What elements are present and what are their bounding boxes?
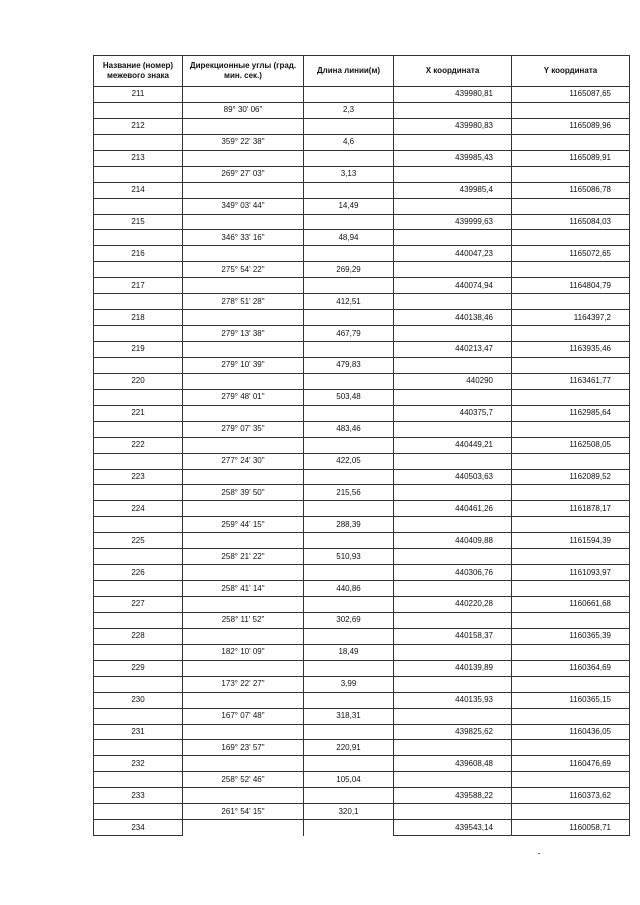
- point-name: 221: [94, 405, 183, 421]
- x-coordinate: 440375,7: [394, 405, 512, 421]
- empty-cell: [94, 549, 183, 565]
- empty-cell: [304, 533, 394, 549]
- empty-cell: [304, 692, 394, 708]
- empty-cell: [183, 756, 304, 772]
- point-name: 214: [94, 182, 183, 198]
- empty-cell: [94, 644, 183, 660]
- empty-cell: [394, 549, 512, 565]
- empty-cell: [304, 182, 394, 198]
- empty-cell: [183, 118, 304, 134]
- y-coordinate: 1165084,03: [512, 214, 630, 230]
- table-row: [94, 708, 630, 724]
- y-coordinate: 1160364,69: [512, 660, 630, 676]
- line-length: 105,04: [304, 772, 394, 788]
- empty-cell: [304, 405, 394, 421]
- line-length: 3,13: [304, 166, 394, 182]
- line-length: 3,99: [304, 676, 394, 692]
- point-name: 234: [94, 820, 183, 836]
- empty-cell: [394, 230, 512, 246]
- direction-angle: 279° 07' 35": [183, 421, 304, 437]
- header-y: Y координата: [512, 56, 630, 87]
- table-body: [94, 87, 630, 836]
- empty-cell: [94, 676, 183, 692]
- empty-cell: [394, 134, 512, 150]
- table-row: [94, 182, 630, 198]
- y-coordinate: 1162508,05: [512, 437, 630, 453]
- point-name: 217: [94, 278, 183, 294]
- line-length: 2,3: [304, 102, 394, 118]
- empty-cell: [94, 612, 183, 628]
- empty-cell: [512, 581, 630, 597]
- empty-cell: [512, 517, 630, 533]
- y-coordinate: 1165089,96: [512, 118, 630, 134]
- empty-cell: [183, 437, 304, 453]
- table-row: [94, 628, 630, 644]
- empty-cell: [94, 740, 183, 756]
- empty-cell: [183, 342, 304, 358]
- empty-cell: [512, 357, 630, 373]
- empty-cell: [512, 134, 630, 150]
- empty-cell: [304, 660, 394, 676]
- y-coordinate: 1161093,97: [512, 565, 630, 581]
- x-coordinate: 440449,21: [394, 437, 512, 453]
- empty-cell: [94, 230, 183, 246]
- x-coordinate: 439588,22: [394, 788, 512, 804]
- y-coordinate: 1163461,77: [512, 373, 630, 389]
- table-row: [94, 310, 630, 326]
- table-row: [94, 612, 630, 628]
- empty-cell: [94, 326, 183, 342]
- empty-cell: [94, 102, 183, 118]
- empty-cell: [304, 565, 394, 581]
- point-name: 212: [94, 118, 183, 134]
- empty-cell: [94, 517, 183, 533]
- y-coordinate: 1161594,39: [512, 533, 630, 549]
- direction-angle: 279° 48' 01": [183, 389, 304, 405]
- empty-cell: [183, 469, 304, 485]
- empty-cell: [304, 437, 394, 453]
- empty-cell: [183, 278, 304, 294]
- x-coordinate: 440158,37: [394, 628, 512, 644]
- empty-cell: [512, 740, 630, 756]
- point-name: 223: [94, 469, 183, 485]
- scan-speck: [538, 853, 540, 854]
- direction-angle: 259° 44' 15": [183, 517, 304, 533]
- table-row: [94, 581, 630, 597]
- direction-angle: 258° 21' 22": [183, 549, 304, 565]
- x-coordinate: 440461,26: [394, 501, 512, 517]
- point-name: 229: [94, 660, 183, 676]
- empty-cell: [183, 533, 304, 549]
- empty-cell: [183, 150, 304, 166]
- table-row: [94, 214, 630, 230]
- table-row: [94, 644, 630, 660]
- line-length: 412,51: [304, 294, 394, 310]
- table-row: [94, 326, 630, 342]
- empty-cell: [512, 453, 630, 469]
- header-x: X координата: [394, 56, 512, 87]
- empty-cell: [304, 310, 394, 326]
- table-row: [94, 676, 630, 692]
- y-coordinate: 1165072,65: [512, 246, 630, 262]
- table-row: [94, 724, 630, 740]
- x-coordinate: 440290: [394, 373, 512, 389]
- empty-cell: [394, 517, 512, 533]
- empty-cell: [183, 628, 304, 644]
- empty-cell: [94, 357, 183, 373]
- table-row: [94, 230, 630, 246]
- empty-cell: [394, 453, 512, 469]
- point-name: 222: [94, 437, 183, 453]
- table-row: [94, 772, 630, 788]
- y-coordinate: 1160365,15: [512, 692, 630, 708]
- empty-cell: [183, 660, 304, 676]
- table-header-row: [94, 56, 630, 87]
- x-coordinate: 440213,47: [394, 342, 512, 358]
- empty-cell: [394, 294, 512, 310]
- direction-angle: 167° 07' 48": [183, 708, 304, 724]
- empty-cell: [304, 246, 394, 262]
- empty-cell: [183, 788, 304, 804]
- empty-cell: [94, 421, 183, 437]
- direction-angle: 182° 10' 09": [183, 644, 304, 660]
- empty-cell: [183, 820, 304, 836]
- direction-angle: 277° 24' 30": [183, 453, 304, 469]
- direction-angle: 359° 22' 38": [183, 134, 304, 150]
- direction-angle: 258° 11' 52": [183, 612, 304, 628]
- table-row: [94, 134, 630, 150]
- empty-cell: [512, 294, 630, 310]
- x-coordinate: 440306,76: [394, 565, 512, 581]
- table-row: [94, 565, 630, 581]
- table-row: [94, 692, 630, 708]
- empty-cell: [394, 772, 512, 788]
- empty-cell: [183, 87, 304, 103]
- y-coordinate: 1160436,05: [512, 724, 630, 740]
- y-coordinate: 1164804,79: [512, 278, 630, 294]
- empty-cell: [183, 565, 304, 581]
- y-coordinate: 1161878,17: [512, 501, 630, 517]
- table-row: [94, 597, 630, 613]
- line-length: 467,79: [304, 326, 394, 342]
- x-coordinate: 440138,46: [394, 310, 512, 326]
- table-row: [94, 501, 630, 517]
- table-row: [94, 357, 630, 373]
- empty-cell: [94, 804, 183, 820]
- empty-cell: [304, 788, 394, 804]
- x-coordinate: 440047,23: [394, 246, 512, 262]
- line-length: 288,39: [304, 517, 394, 533]
- empty-cell: [394, 421, 512, 437]
- empty-cell: [94, 389, 183, 405]
- point-name: 230: [94, 692, 183, 708]
- table-row: [94, 804, 630, 820]
- empty-cell: [94, 772, 183, 788]
- x-coordinate: 440074,94: [394, 278, 512, 294]
- table-row: [94, 660, 630, 676]
- empty-cell: [512, 166, 630, 182]
- empty-cell: [183, 597, 304, 613]
- header-length: Длина линии(м): [304, 56, 394, 87]
- empty-cell: [512, 644, 630, 660]
- table-row: [94, 262, 630, 278]
- empty-cell: [512, 198, 630, 214]
- point-name: 218: [94, 310, 183, 326]
- empty-cell: [304, 278, 394, 294]
- empty-cell: [512, 676, 630, 692]
- empty-cell: [304, 501, 394, 517]
- empty-cell: [512, 230, 630, 246]
- x-coordinate: 440139,89: [394, 660, 512, 676]
- point-name: 216: [94, 246, 183, 262]
- empty-cell: [512, 421, 630, 437]
- x-coordinate: 439543,14: [394, 820, 512, 836]
- table-row: [94, 453, 630, 469]
- y-coordinate: 1162985,64: [512, 405, 630, 421]
- empty-cell: [94, 453, 183, 469]
- empty-cell: [512, 326, 630, 342]
- line-length: 440,86: [304, 581, 394, 597]
- x-coordinate: 439985,4: [394, 182, 512, 198]
- empty-cell: [512, 612, 630, 628]
- direction-angle: 258° 41' 14": [183, 581, 304, 597]
- empty-cell: [304, 214, 394, 230]
- table-row: [94, 150, 630, 166]
- point-name: 211: [94, 87, 183, 103]
- line-length: 422,05: [304, 453, 394, 469]
- y-coordinate: 1160058,71: [512, 820, 630, 836]
- point-name: 228: [94, 628, 183, 644]
- direction-angle: 279° 10' 39": [183, 357, 304, 373]
- empty-cell: [304, 150, 394, 166]
- y-coordinate: 1160373,62: [512, 788, 630, 804]
- empty-cell: [394, 581, 512, 597]
- empty-cell: [512, 389, 630, 405]
- table-row: [94, 278, 630, 294]
- table-row: [94, 788, 630, 804]
- table-row: [94, 549, 630, 565]
- table-row: [94, 198, 630, 214]
- point-name: 226: [94, 565, 183, 581]
- point-name: 233: [94, 788, 183, 804]
- table-row: [94, 421, 630, 437]
- empty-cell: [94, 134, 183, 150]
- x-coordinate: 439980,83: [394, 118, 512, 134]
- empty-cell: [304, 469, 394, 485]
- table-row: [94, 373, 630, 389]
- table-row: [94, 756, 630, 772]
- empty-cell: [183, 310, 304, 326]
- empty-cell: [512, 772, 630, 788]
- point-name: 215: [94, 214, 183, 230]
- x-coordinate: 439825,62: [394, 724, 512, 740]
- point-name: 224: [94, 501, 183, 517]
- header-angle: Дирекционные углы (град. мин. сек.): [183, 56, 304, 87]
- table-row: [94, 294, 630, 310]
- direction-angle: 269° 27' 03": [183, 166, 304, 182]
- y-coordinate: 1165089,91: [512, 150, 630, 166]
- empty-cell: [394, 485, 512, 501]
- direction-angle: 275° 54' 22": [183, 262, 304, 278]
- empty-cell: [394, 708, 512, 724]
- x-coordinate: 440135,93: [394, 692, 512, 708]
- direction-angle: 89° 30' 06": [183, 102, 304, 118]
- y-coordinate: 1160476,69: [512, 756, 630, 772]
- table-row: [94, 469, 630, 485]
- direction-angle: 279° 13' 38": [183, 326, 304, 342]
- line-length: 302,69: [304, 612, 394, 628]
- empty-cell: [304, 820, 394, 836]
- line-length: 220,91: [304, 740, 394, 756]
- table-row: [94, 437, 630, 453]
- line-length: 483,46: [304, 421, 394, 437]
- empty-cell: [394, 357, 512, 373]
- line-length: 503,48: [304, 389, 394, 405]
- x-coordinate: 439985,43: [394, 150, 512, 166]
- line-length: 18,49: [304, 644, 394, 660]
- y-coordinate: 1160661,68: [512, 597, 630, 613]
- empty-cell: [304, 373, 394, 389]
- empty-cell: [183, 373, 304, 389]
- x-coordinate: 440409,88: [394, 533, 512, 549]
- x-coordinate: 439980,81: [394, 87, 512, 103]
- empty-cell: [183, 724, 304, 740]
- line-length: 269,29: [304, 262, 394, 278]
- empty-cell: [394, 326, 512, 342]
- table-row: [94, 102, 630, 118]
- coordinates-table: [93, 55, 630, 836]
- line-length: 14,49: [304, 198, 394, 214]
- table-row: [94, 517, 630, 533]
- point-name: 225: [94, 533, 183, 549]
- empty-cell: [394, 166, 512, 182]
- direction-angle: 346° 33' 16": [183, 230, 304, 246]
- direction-angle: 258° 39' 50": [183, 485, 304, 501]
- table-row: [94, 166, 630, 182]
- empty-cell: [512, 708, 630, 724]
- line-length: 48,94: [304, 230, 394, 246]
- x-coordinate: 439608,48: [394, 756, 512, 772]
- direction-angle: 261° 54' 15": [183, 804, 304, 820]
- empty-cell: [394, 389, 512, 405]
- empty-cell: [304, 597, 394, 613]
- empty-cell: [304, 118, 394, 134]
- x-coordinate: 439999,63: [394, 214, 512, 230]
- point-name: 219: [94, 342, 183, 358]
- empty-cell: [394, 102, 512, 118]
- empty-cell: [183, 501, 304, 517]
- table-row: [94, 533, 630, 549]
- y-coordinate: 1162089,52: [512, 469, 630, 485]
- empty-cell: [512, 102, 630, 118]
- point-name: 220: [94, 373, 183, 389]
- empty-cell: [394, 198, 512, 214]
- empty-cell: [183, 405, 304, 421]
- direction-angle: 173° 22' 27": [183, 676, 304, 692]
- table-row: [94, 820, 630, 836]
- empty-cell: [304, 87, 394, 103]
- empty-cell: [394, 740, 512, 756]
- y-coordinate: 1165086,78: [512, 182, 630, 198]
- table-row: [94, 87, 630, 103]
- table-row: [94, 485, 630, 501]
- empty-cell: [183, 214, 304, 230]
- table-row: [94, 740, 630, 756]
- empty-cell: [94, 708, 183, 724]
- empty-cell: [512, 549, 630, 565]
- empty-cell: [94, 166, 183, 182]
- empty-cell: [183, 692, 304, 708]
- direction-angle: 278° 51' 28": [183, 294, 304, 310]
- empty-cell: [512, 262, 630, 278]
- y-coordinate: 1163935,46: [512, 342, 630, 358]
- empty-cell: [394, 612, 512, 628]
- empty-cell: [394, 804, 512, 820]
- line-length: 510,93: [304, 549, 394, 565]
- line-length: 320,1: [304, 804, 394, 820]
- point-name: 213: [94, 150, 183, 166]
- empty-cell: [394, 644, 512, 660]
- empty-cell: [183, 246, 304, 262]
- y-coordinate: 1160365,39: [512, 628, 630, 644]
- line-length: 318,31: [304, 708, 394, 724]
- empty-cell: [512, 804, 630, 820]
- point-name: 232: [94, 756, 183, 772]
- direction-angle: 258° 52' 46": [183, 772, 304, 788]
- x-coordinate: 440220,28: [394, 597, 512, 613]
- empty-cell: [394, 676, 512, 692]
- empty-cell: [94, 262, 183, 278]
- line-length: 479,83: [304, 357, 394, 373]
- header-name: Название (номер) межевого знака: [94, 56, 183, 87]
- direction-angle: 349° 03' 44": [183, 198, 304, 214]
- x-coordinate: 440503,63: [394, 469, 512, 485]
- empty-cell: [94, 581, 183, 597]
- table-row: [94, 246, 630, 262]
- empty-cell: [394, 262, 512, 278]
- table-row: [94, 389, 630, 405]
- table-row: [94, 405, 630, 421]
- empty-cell: [94, 294, 183, 310]
- empty-cell: [94, 485, 183, 501]
- empty-cell: [304, 756, 394, 772]
- point-name: 227: [94, 597, 183, 613]
- table-row: [94, 118, 630, 134]
- empty-cell: [183, 182, 304, 198]
- point-name: 231: [94, 724, 183, 740]
- line-length: 4,6: [304, 134, 394, 150]
- empty-cell: [94, 198, 183, 214]
- y-coordinate: 1165087,65: [512, 87, 630, 103]
- direction-angle: 169° 23' 57": [183, 740, 304, 756]
- empty-cell: [304, 342, 394, 358]
- table-row: [94, 342, 630, 358]
- empty-cell: [304, 724, 394, 740]
- empty-cell: [304, 628, 394, 644]
- empty-cell: [512, 485, 630, 501]
- boundary-coordinates-table: [93, 55, 629, 831]
- line-length: 215,56: [304, 485, 394, 501]
- y-coordinate: 1164397,2: [512, 310, 630, 326]
